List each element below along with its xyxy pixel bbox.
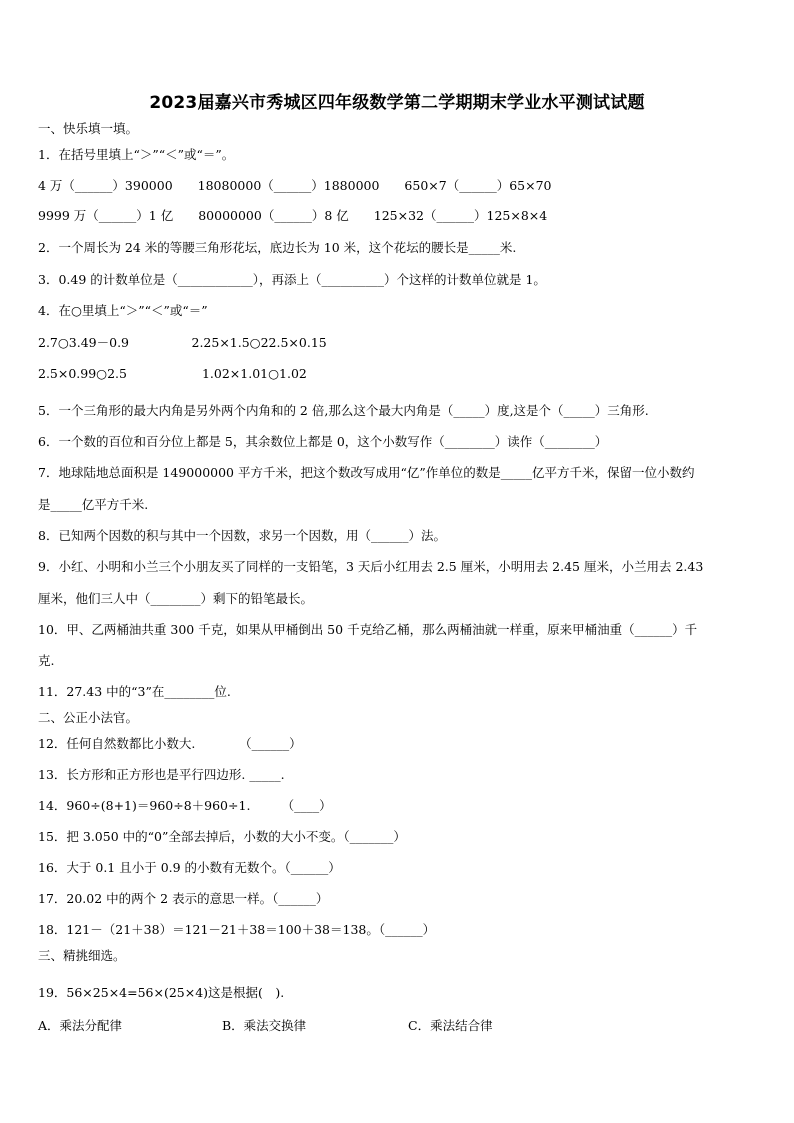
question-9-line-2: 厘米，他们三人中（________）剩下的铅笔最长。 bbox=[38, 591, 314, 606]
question-16: 16．大于 0.1 且小于 0.9 的小数有无数个。（______） bbox=[38, 860, 341, 875]
question-10-line-2: 克. bbox=[38, 653, 55, 668]
option-b: B．乘法交换律 bbox=[222, 1018, 307, 1033]
question-1-row-2: 9999 万（______）1 亿 80000000（______）8 亿 125×32（______）125×8×4 bbox=[38, 208, 548, 223]
question-5: 5．一个三角形的最大内角是另外两个内角和的 2 倍,那么这个最大内角是（_____）度,这是个（_____）三角形. bbox=[38, 403, 649, 418]
question-11: 11．27.43 中的“3”在________位. bbox=[38, 684, 231, 699]
question-7-line-2: 是_____亿平方千米. bbox=[38, 497, 149, 512]
question-6: 6．一个数的百位和百分位上都是 5，其余数位上都是 0，这个小数写作（________）读作（________） bbox=[38, 434, 608, 449]
question-13: 13．长方形和正方形也是平行四边形. _____. bbox=[38, 767, 285, 782]
page-title: 2023届嘉兴市秀城区四年级数学第二学期期末学业水平测试试题 bbox=[149, 93, 645, 113]
question-4: 4．在○里填上“＞”“＜”或“＝” bbox=[38, 303, 208, 318]
question-1: 1．在括号里填上“＞”“＜”或“＝”。 bbox=[38, 147, 235, 162]
question-15: 15．把 3.050 中的“0”全部去掉后，小数的大小不变。（_______） bbox=[38, 829, 406, 844]
question-14: 14．960÷(8+1)＝960÷8＋960÷1. （____） bbox=[38, 798, 332, 813]
question-10-line-1: 10．甲、乙两桶油共重 300 千克，如果从甲桶倒出 50 千克给乙桶，那么两桶油就一样重，原来甲桶油重（______）千 bbox=[38, 622, 698, 637]
option-a: A．乘法分配律 bbox=[38, 1018, 123, 1033]
question-1-row-1: 4 万（______）390000 18080000（______）1880000 650×7（______）65×70 bbox=[38, 178, 552, 193]
question-4-row-1: 2.7○3.49－0.9 2.25×1.5○22.5×0.15 bbox=[38, 335, 327, 350]
question-12: 12．任何自然数都比小数大. （______） bbox=[38, 736, 302, 751]
question-7-line-1: 7．地球陆地总面积是 149000000 平方千米，把这个数改写成用“亿”作单位的数是_____亿平方千米，保留一位小数约 bbox=[38, 465, 695, 480]
question-17: 17．20.02 中的两个 2 表示的意思一样。（______） bbox=[38, 891, 329, 906]
section-heading-2: 二、公正小法官。 bbox=[38, 710, 139, 725]
option-c: C．乘法结合律 bbox=[408, 1018, 493, 1033]
question-4-row-2: 2.5×0.99○2.5 1.02×1.01○1.02 bbox=[38, 366, 307, 381]
question-8: 8．已知两个因数的积与其中一个因数，求另一个因数，用（______）法。 bbox=[38, 528, 446, 543]
section-heading-3: 三、精挑细选。 bbox=[38, 948, 126, 963]
section-heading-1: 一、快乐填一填。 bbox=[38, 121, 139, 136]
question-2: 2．一个周长为 24 米的等腰三角形花坛，底边长为 10 米，这个花坛的腰长是_____米. bbox=[38, 240, 517, 255]
question-3: 3．0.49 的计数单位是（____________），再添上（__________）个这样的计数单位就是 1。 bbox=[38, 272, 546, 287]
question-19: 19．56×25×4=56×(25×4)这是根据( ). bbox=[38, 985, 285, 1000]
question-9-line-1: 9．小红、小明和小兰三个小朋友买了同样的一支铅笔，3 天后小红用去 2.5 厘米，小明用去 2.45 厘米，小兰用去 2.43 bbox=[38, 559, 704, 574]
question-18: 18．121－（21＋38）＝121－21＋38＝100＋38＝138。（______） bbox=[38, 922, 436, 937]
